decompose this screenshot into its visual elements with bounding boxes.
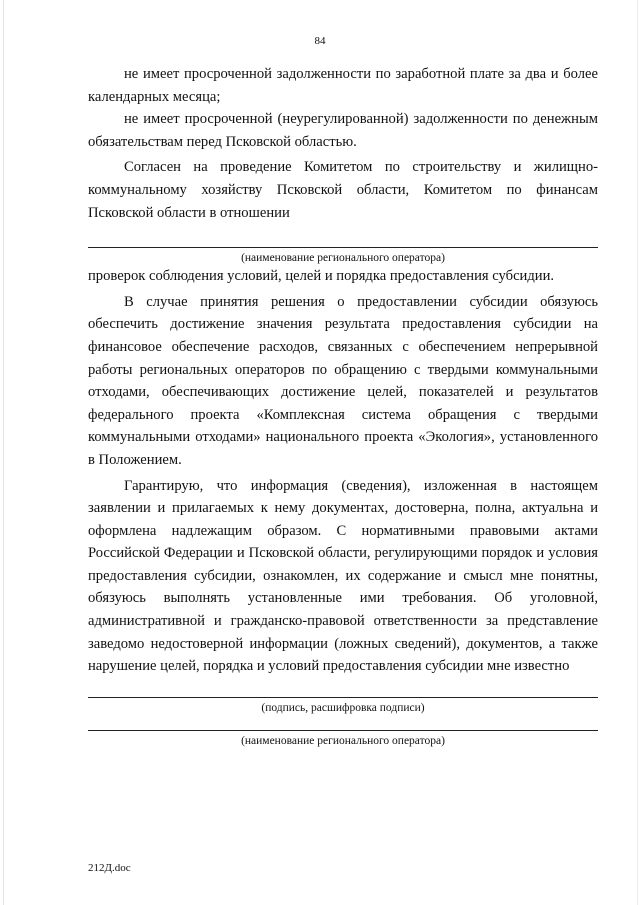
operator-name-blank-line xyxy=(88,247,598,248)
paragraph-checks: проверок соблюдения условий, целей и порядка предоставления субсидии. xyxy=(88,268,555,285)
document-body xyxy=(88,63,598,748)
paragraph-guarantee: Гарантирую, что информация (сведения), изложенная в настоящем заявлении и прилагаемых к нему документах, достоверна, полна, актуальна и оформлена надлежащим образом. С нормативными правовыми актами Российской Федерации и Псковской области, регулирующими порядок и условия предоставления субсидии, ознакомлен, их содержание и смысл мне понятны, обязуюсь выполнять установленные ими требования. Об уголовной, административной и гражданско-правовой ответственности за представление заведомо недостоверной информации (ложных сведений), документов, а также нарушение целей, порядка и условий предоставления субсидии мне известно xyxy=(88,477,598,675)
signature-block xyxy=(88,697,598,715)
paragraph-consent: Согласен на проведение Комитетом по строительству и жилищно-коммунальному хозяйству Псковской области, Комитетом по финансам Псковской области в отношении xyxy=(88,159,598,221)
paragraph-obligation: В случае принятия решения о предоставлении субсидии обязуюсь обеспечить достижение значения результата предоставления субсидии на финансовое обеспечение расходов, связанных с обеспечением непрерывной работы региональных операторов по обращению с твердыми коммунальными отходами, обеспечивающих достижение целей, показателей и результатов федерального проекта «Комплексная система обращения с твердыми коммунальными отходами» национального проекта «Экология», установленного в Положением. xyxy=(88,293,598,468)
footer-filename: 212Д.doc xyxy=(88,862,131,874)
operator-name-caption: (наименование регионального оператора) xyxy=(241,252,445,265)
page-number: 84 xyxy=(314,35,326,47)
signature-caption: (подпись, расшифровка подписи) xyxy=(261,701,425,714)
paragraph-salary-debt: не имеет просроченной задолженности по заработной плате за два и более календарных месяца; xyxy=(88,66,598,105)
operator-bottom-caption: (наименование регионального оператора) xyxy=(241,734,445,747)
scan-edge-left xyxy=(3,0,4,905)
operator-block-bottom xyxy=(88,730,598,748)
paragraph-unsettled-debt: не имеет просроченной (неурегулированной) задолженности по денежным обязательствам перед Псковской областью. xyxy=(88,111,598,150)
scan-edge-right xyxy=(637,0,638,905)
signature-blank-line xyxy=(88,697,598,698)
operator-bottom-blank-line xyxy=(88,730,598,731)
